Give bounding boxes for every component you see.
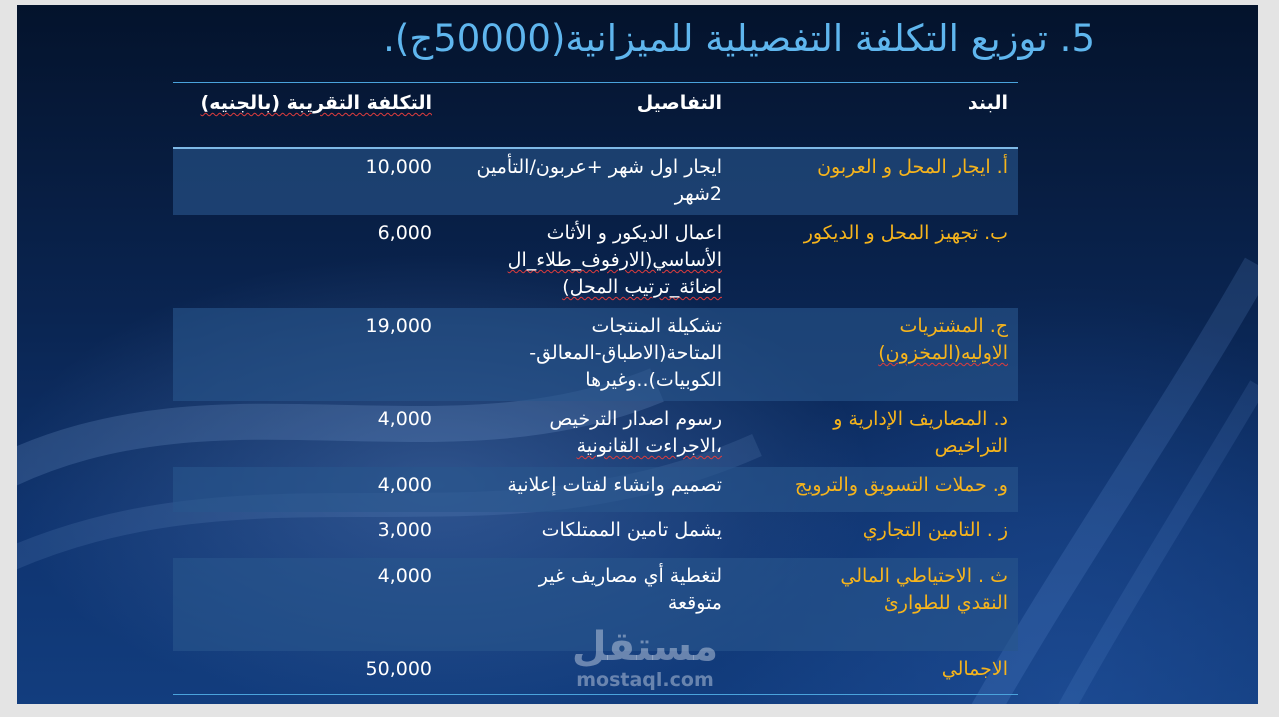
slide[interactable] (17, 5, 1258, 704)
details-line: ،الاجراءت القانونية (576, 435, 722, 457)
row-item: و. حملات التسويق والترويج (794, 474, 1008, 496)
item-line: ج. المشتريات (899, 315, 1008, 337)
header-cost: التكلفة التقريبة (بالجنيه) (200, 92, 432, 114)
item-line: النقدي للطوارئ (883, 592, 1008, 614)
details-line: الأساسي(الارفوف_طلاء_ال (507, 249, 722, 271)
row-item: ب. تجهيز المحل و الديكور (803, 222, 1008, 244)
row-details: يشمل تامين الممتلكات (541, 519, 722, 541)
details-line: اعمال الديكور و الأثاث (546, 222, 722, 244)
header-item: البند (967, 92, 1008, 114)
row-cost: 19,000 (365, 315, 432, 337)
table-row (173, 512, 1018, 558)
watermark (555, 625, 735, 691)
row-cost: 4,000 (377, 565, 432, 587)
row-cost: 10,000 (365, 156, 432, 178)
row-item: الاجمالي (941, 658, 1008, 680)
watermark-arabic: مستقل (571, 624, 719, 670)
row-cost: 4,000 (377, 474, 432, 496)
item-line: ث . الاحتياطي المالي (840, 565, 1008, 587)
details-line: الكوبيات)..وغيرها (585, 369, 722, 391)
row-item (732, 401, 1018, 467)
table-row (173, 149, 1018, 215)
details-line: المتاحة(الاطباق-المعالق- (529, 342, 722, 364)
header-details: التفاصيل (636, 92, 722, 114)
row-cost: 3,000 (377, 519, 432, 541)
table-row (173, 215, 1018, 308)
details-line: تشكيلة المنتجات (591, 315, 722, 337)
row-item (732, 308, 1018, 401)
details-line: اضائة_ترتيب المحل) (562, 276, 722, 298)
row-cost: 6,000 (377, 222, 432, 244)
row-details: ايجار اول شهر +عربون/التأمين 2شهر (476, 156, 722, 205)
row-item: ز . التامين التجاري (862, 519, 1008, 541)
table-header-row (173, 83, 1018, 149)
item-line: التراخيص (934, 435, 1008, 457)
table-row (173, 401, 1018, 467)
watermark-latin: mostaql.com (576, 669, 714, 691)
row-cost: 50,000 (365, 658, 432, 680)
row-details: تصميم وانشاء لفتات إعلانية (507, 474, 722, 496)
item-line: الاوليه(المخزون) (878, 342, 1008, 364)
table-row (173, 308, 1018, 401)
row-details (442, 401, 732, 467)
row-item: أ. ايجار المحل و العربون (817, 156, 1008, 178)
table-row (173, 467, 1018, 512)
details-line: متوقعة (667, 592, 722, 614)
row-details (442, 215, 732, 308)
item-line: د. المصاريف الإدارية و (833, 408, 1008, 430)
row-cost: 4,000 (377, 408, 432, 430)
row-details (442, 308, 732, 401)
row-item (732, 558, 1018, 651)
slide-title: 5. توزيع التكلفة التفصيلية للميزانية(50000ج). (383, 17, 1095, 60)
details-line: رسوم اصدار الترخيص (549, 408, 722, 430)
details-line: لتغطية أي مصاريف غير (538, 565, 722, 587)
budget-table (173, 82, 1018, 695)
